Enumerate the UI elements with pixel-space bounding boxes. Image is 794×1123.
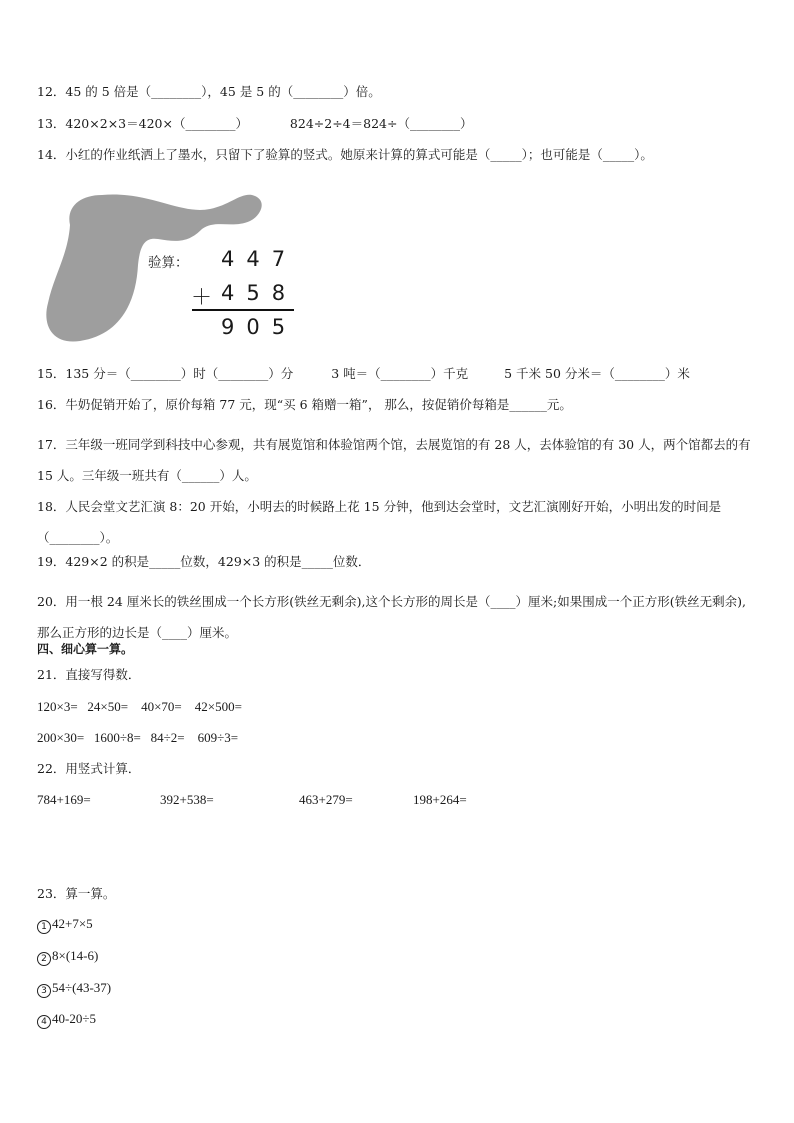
circled-number: 3 [37, 984, 51, 998]
calc-item: 1600÷8= [93, 730, 141, 745]
question-21-row-1 [37, 699, 242, 715]
calc-item: 200×30= [37, 730, 85, 745]
circled-number: 4 [37, 1015, 51, 1029]
expression-item [37, 916, 93, 934]
question-15-part-c: 5 千米 50 分米＝（________）米 [504, 366, 690, 381]
section-4-heading: 四、细心算一算。 [37, 642, 134, 656]
calc-item: 24×50= [87, 699, 129, 714]
question-13-part-b: 824÷2÷4＝824÷（________） [289, 116, 473, 131]
expression-item [37, 980, 111, 998]
vertical-calc-item: 463+279= [299, 792, 353, 807]
calc-item: 120×3= [37, 699, 78, 714]
plus-sign: ＋ [191, 285, 224, 309]
ink-stain-figure [40, 185, 300, 345]
question-20: 20．用一根 24 厘米长的铁丝围成一个长方形(铁丝无剩余),这个长方形的周长是（____）厘米;如果围成一个正方形(铁丝无剩余),那么正方形的边长是（____）厘米。 [37, 594, 746, 640]
calc-item: 42×500= [194, 699, 242, 714]
circled-number: 1 [37, 920, 51, 934]
question-15 [37, 366, 690, 382]
question-17: 17．三年级一班同学到科技中心参观，共有展览馆和体验馆两个馆，去展览馆的有 28 人，去体验馆的有 30 人，两个馆都去的有 15 人。三年级一班共有（______）人。 [37, 437, 751, 483]
question-14: 14．小红的作业纸洒上了墨水，只留下了验算的竖式。她原来计算的算式可能是（_____）；也可能是（_____）。 [37, 147, 653, 162]
question-21-title: 21．直接写得数． [37, 667, 141, 682]
question-15-part-a: 15．135 分＝（________）时（________）分 [37, 366, 294, 381]
calc-item: 84÷2= [150, 730, 185, 745]
verification-label: 验算： [148, 255, 189, 271]
circled-number: 2 [37, 952, 51, 966]
question-16: 16．牛奶促销开始了，原价每箱 77 元，现“买 6 箱赠一箱”， 那么，按促销价每箱是______元。 [37, 397, 572, 412]
expression-text: 42+7×5 [52, 916, 93, 931]
vertical-calc-item: 392+538= [160, 792, 214, 807]
expression-item [37, 1011, 96, 1029]
vertical-calc-item: 198+264= [413, 792, 467, 807]
question-15-part-b: 3 吨＝（________）千克 [331, 366, 469, 381]
addend-2: 458 [221, 281, 298, 305]
question-18: 18．人民会堂文艺汇演 8：20 开始，小明去的时候路上花 15 分钟，他到达会堂时，文艺汇演刚好开始，小明出发的时间是（________）。 [37, 499, 722, 545]
question-23-title: 23．算一算。 [37, 886, 116, 901]
question-22-title: 22．用竖式计算． [37, 761, 141, 776]
sum-result: 905 [221, 315, 298, 339]
sum-line [192, 309, 294, 311]
question-13-part-a: 13．420×2×3＝420×（________） [37, 116, 248, 131]
question-19: 19．429×2 的积是_____位数，429×3 的积是_____位数． [37, 554, 371, 569]
calc-item: 40×70= [141, 699, 182, 714]
expression-item [37, 948, 98, 966]
calc-item: 609÷3= [197, 730, 239, 745]
addend-1: 447 [221, 247, 298, 271]
question-12: 12．45 的 5 倍是（________），45 是 5 的（________）倍。 [37, 84, 381, 99]
expression-text: 54÷(43-37) [52, 980, 112, 995]
expression-text: 40-20÷5 [52, 1011, 96, 1026]
vertical-calc-item: 784+169= [37, 792, 91, 807]
question-21-row-2 [37, 730, 238, 746]
expression-text: 8×(14-6) [52, 948, 99, 963]
question-13 [37, 116, 472, 132]
